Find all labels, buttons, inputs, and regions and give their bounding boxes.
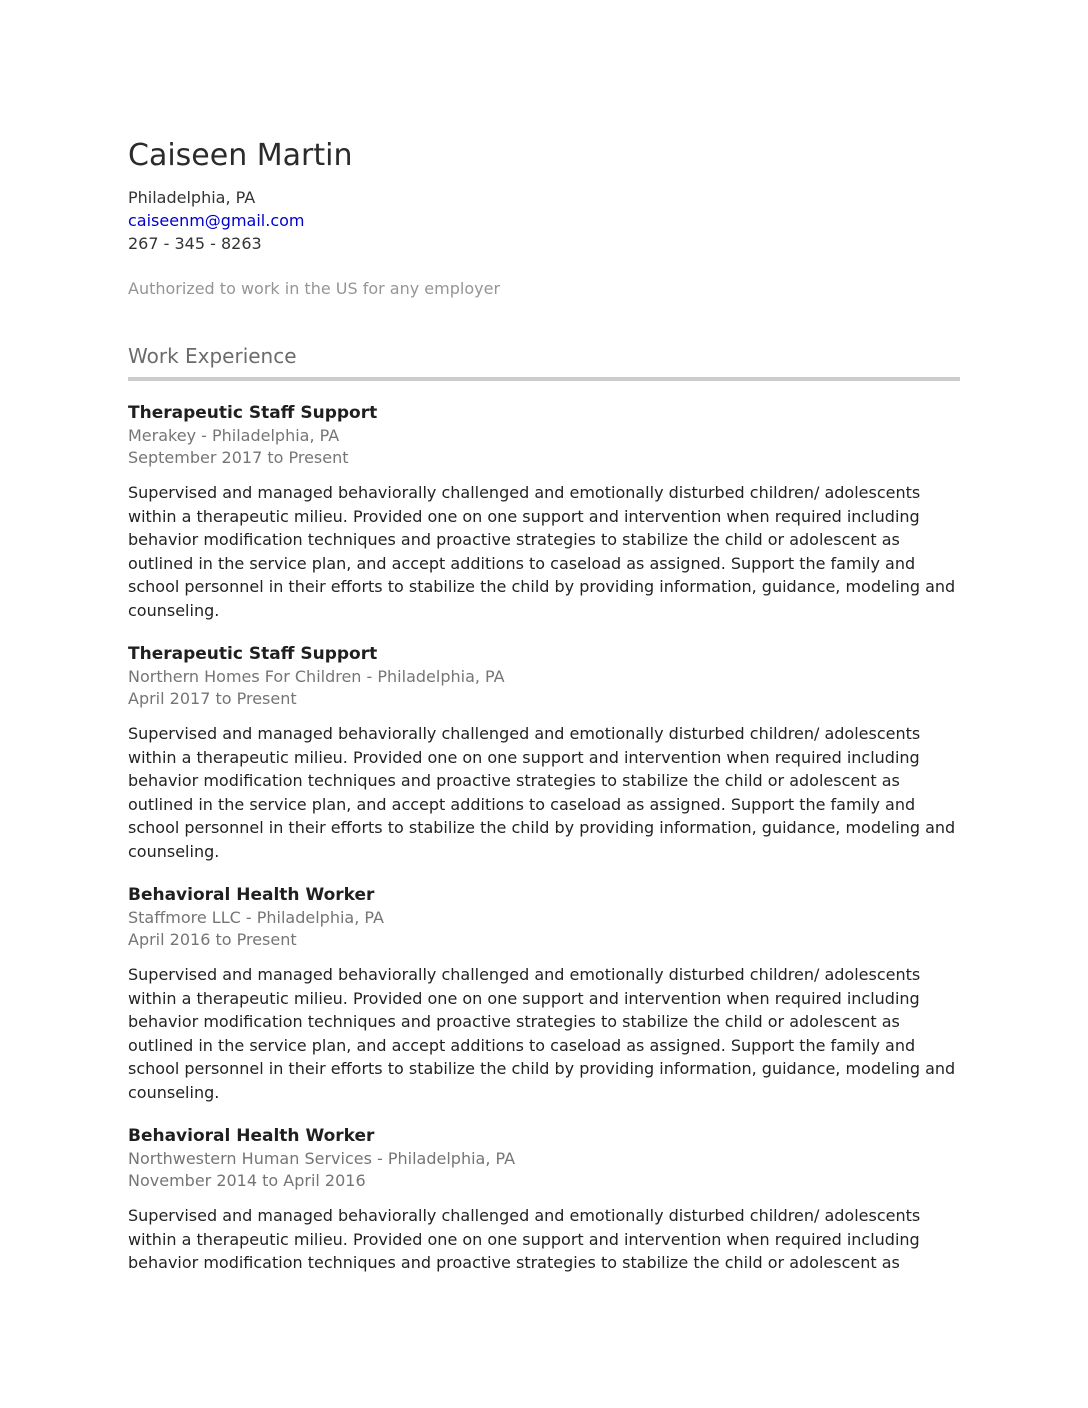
job-entry (128, 883, 960, 1104)
job-dates: April 2017 to Present (128, 689, 297, 708)
job-company-location: Northern Homes For Children - Philadelphia, PA (128, 667, 505, 686)
job-dates: November 2014 to April 2016 (128, 1171, 366, 1190)
email-link[interactable]: caiseenm@gmail.com (128, 211, 305, 230)
job-company-location: Staffmore LLC - Philadelphia, PA (128, 908, 384, 927)
contact-block (128, 186, 960, 255)
job-title: Behavioral Health Worker (128, 885, 375, 905)
job-description: Supervised and managed behaviorally challenged and emotionally disturbed children/ adolescents within a therapeutic milieu. Provided one on one support and intervention when required including behavior modification techniques and proactive strategies to stabilize the child or adolescent as outlined in the service plan, and accept additions to caseload as assigned. Support the family and school personnel in their efforts to stabilize the child by providing information, guidance, modeling and counseling. (128, 483, 956, 620)
job-description: Supervised and managed behaviorally challenged and emotionally disturbed children/ adolescents within a therapeutic milieu. Provided one on one support and intervention when required including behavior modification techniques and proactive strategies to stabilize the child or adolescent as (128, 1206, 921, 1272)
job-company-location: Northwestern Human Services - Philadelphia, PA (128, 1149, 516, 1168)
work-authorization-text: Authorized to work in the US for any employer (128, 279, 501, 298)
job-company-location: Merakey - Philadelphia, PA (128, 426, 340, 445)
job-dates: September 2017 to Present (128, 448, 349, 467)
job-entry (128, 401, 960, 622)
contact-phone: 267 - 345 - 8263 (128, 234, 262, 253)
job-description: Supervised and managed behaviorally challenged and emotionally disturbed children/ adolescents within a therapeutic milieu. Provided one on one support and intervention when required including behavior modification techniques and proactive strategies to stabilize the child or adolescent as outlined in the service plan, and accept additions to caseload as assigned. Support the family and school personnel in their efforts to stabilize the child by providing information, guidance, modeling and counseling. (128, 724, 956, 861)
job-entry (128, 1124, 960, 1275)
job-title: Therapeutic Staff Support (128, 644, 378, 664)
job-title: Behavioral Health Worker (128, 1126, 375, 1146)
job-dates: April 2016 to Present (128, 930, 297, 949)
resume-name: Caiseen Martin (128, 138, 353, 173)
contact-location: Philadelphia, PA (128, 188, 256, 207)
job-title: Therapeutic Staff Support (128, 403, 378, 423)
job-entry (128, 642, 960, 863)
section-title-work-experience: Work Experience (128, 344, 960, 381)
job-description: Supervised and managed behaviorally challenged and emotionally disturbed children/ adolescents within a therapeutic milieu. Provided one on one support and intervention when required including behavior modification techniques and proactive strategies to stabilize the child or adolescent as outlined in the service plan, and accept additions to caseload as assigned. Support the family and school personnel in their efforts to stabilize the child by providing information, guidance, modeling and counseling. (128, 965, 956, 1102)
